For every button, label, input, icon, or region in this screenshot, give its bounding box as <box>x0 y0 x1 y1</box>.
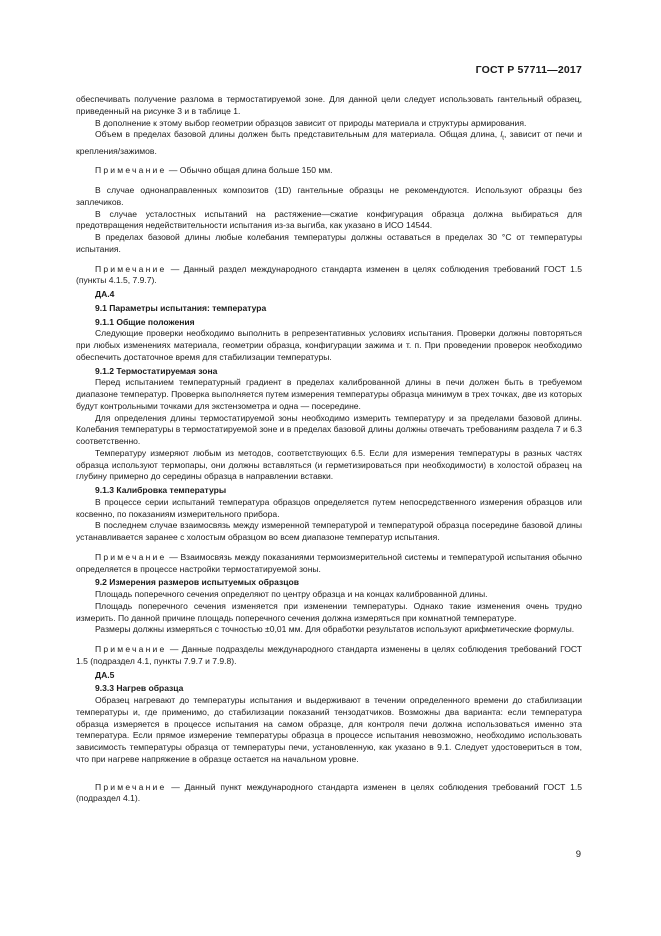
section-heading: 9.1.1 Общие положения <box>95 316 195 327</box>
paragraph: Для определения длины термостатируемой зоны необходимо измерить температуру и за пределами базовой длины. Колебания температуры в термостатируемой зоне и в пределах базовой длины должны отвечать требованиям раздела 7 и 6.3 соответственно. <box>76 412 582 447</box>
note-label: Примечание <box>95 551 167 562</box>
section-heading: 9.1.3 Калибровка температуры <box>95 485 227 496</box>
note-label: Примечание <box>95 263 167 274</box>
length-symbol: l <box>500 129 503 140</box>
note-text: — Данный раздел международного стандарта изменен в целях соблюдения требований ГОСТ 1.5 (пункты 4.1.5, 7.9.7). <box>76 263 582 286</box>
note-label: Примечание <box>95 165 167 176</box>
length-subscript: t <box>502 135 504 142</box>
paragraph: В случае однонаправленных композитов (1D) гантельные образцы не рекомендуются. Используют образцы без заплечиков. <box>76 185 582 207</box>
section-heading: 9.2 Измерения размеров испытуемых образцов <box>95 577 299 588</box>
paragraph: обеспечивать получение разлома в термостатируемой зоне. Для данной цели следует использовать гантельный образец, приведенный на рисунке 3 и в таблице 1. <box>76 94 582 116</box>
note-label: Примечание <box>95 781 167 792</box>
page-number: 9 <box>575 849 581 860</box>
section-heading: ДА.4 <box>95 289 115 300</box>
note <box>76 165 582 177</box>
paragraph: Следующие проверки необходимо выполнить в репрезентативных условиях испытания. Проверки должны повторяться при любых изменениях материала, геометрии образца, конфигурации зажима и т. п. При проведении проверок необходимо обеспечить достаточное время для стабилизации температуры. <box>76 328 582 362</box>
paragraph: Перед испытанием температурный градиент в пределах калиброванной длины в печи должен быть в требуемом диапазоне температур. Проверка выполняется путем измерения температуры образца минимум в трех точках, две из которых будут контрольными точками для экстензометра и одна — посередине. <box>76 377 582 411</box>
note-text: — Обычно общая длина больше 150 мм. <box>166 165 333 176</box>
section-heading: 9.3.3 Нагрев образца <box>95 683 184 694</box>
paragraph: В процессе серии испытаний температура образцов определяется путем непосредственного измерения образцов или косвенно, по показаниям измерительного прибора. <box>76 496 582 519</box>
paragraph: Образец нагревают до температуры испытания и выдерживают в течении определенного времени до стабилизации температуры и, где применимо, до стабилизации показаний тензодатчиков. Возможны два варианта: если температура образца измеряется в процессе испытания на самом образце, для контроля печи должна использоваться именно эта температура. Если прямое измерение температуры образца в процессе испытания невозможно, необходимо использовать зависимость температуры образца от температуры печи, установленную, как указано в 9.1. Следует удостовериться в том, что при нагреве напряжение в образце остается на начальном уровне. <box>76 695 582 764</box>
paragraph: Размеры должны измеряться с точностью ±0,01 мм. Для обработки результатов используют арифметические формулы. <box>95 624 575 635</box>
note <box>76 782 582 806</box>
paragraph-text: , зависит от печи и крепления/зажимов. <box>76 129 582 156</box>
paragraph <box>76 129 582 157</box>
paragraph: Температуру измеряют любым из методов, соответствующих 6.5. Если для измерения температуры в разных частях образца используют термопары, они должны вставляться (и герметизироваться при необходимости) в холостой образец на глубину примерно до середины образца в направлении вставки. <box>76 447 582 482</box>
paragraph: В последнем случае взаимосвязь между измеренной температурой и температурой образца посередине базовой длины устанавливается заранее с холостым образцом во всем диапазоне температур испытания. <box>76 520 582 543</box>
note-text: — Данный пункт международного стандарта изменен в целях соблюдения требований ГОСТ 1.5 (подраздел 4.1). <box>76 781 582 804</box>
section-heading: 9.1 Параметры испытания: температура <box>95 302 267 313</box>
paragraph: В дополнение к этому выбор геометрии образцов зависит от природы материала и структуры армирования. <box>95 117 527 128</box>
document-number-header: ГОСТ Р 57711—2017 <box>475 64 582 76</box>
paragraph: Площадь поперечного сечения определяют по центру образца и на концах калиброванной длины. <box>95 589 488 600</box>
note <box>76 644 582 668</box>
note-text: — Взаимосвязь между показаниями термоизмерительной системы и температурой испытания обычно определяется в процессе настройки термостатируемой зоны. <box>76 551 582 574</box>
paragraph: В случае усталостных испытаний на растяжение—сжатие конфигурация образца должна выбираться для предотвращения недействительности испытания из-за выгиба, как указано в ИСО 14544. <box>76 208 582 231</box>
section-heading: 9.1.2 Термостатируемая зона <box>95 365 218 376</box>
paragraph: Площадь поперечного сечения изменяется при изменении температуры. Однако такие изменения очень трудно измерить. По данной причине площадь поперечного сечения должна измеряться при комнатной температуре. <box>76 600 582 623</box>
note-text: — Данные подразделы международного стандарта изменены в целях соблюдения требований ГОСТ 1.5 (подраздел 4.1, пункты 7.9.7 и 7.9.8). <box>76 644 582 666</box>
paragraph-text: Объем в пределах базовой длины должен быть представительным для материала. Общая длина, <box>95 129 501 140</box>
document-body <box>76 94 582 805</box>
note-label: Примечание <box>95 644 167 655</box>
paragraph: В пределах базовой длины любые колебания температуры должны оставаться в пределах 30 °С от температуры испытания. <box>76 232 582 254</box>
note <box>76 552 582 576</box>
note <box>76 264 582 288</box>
section-heading: ДА.5 <box>95 669 115 680</box>
